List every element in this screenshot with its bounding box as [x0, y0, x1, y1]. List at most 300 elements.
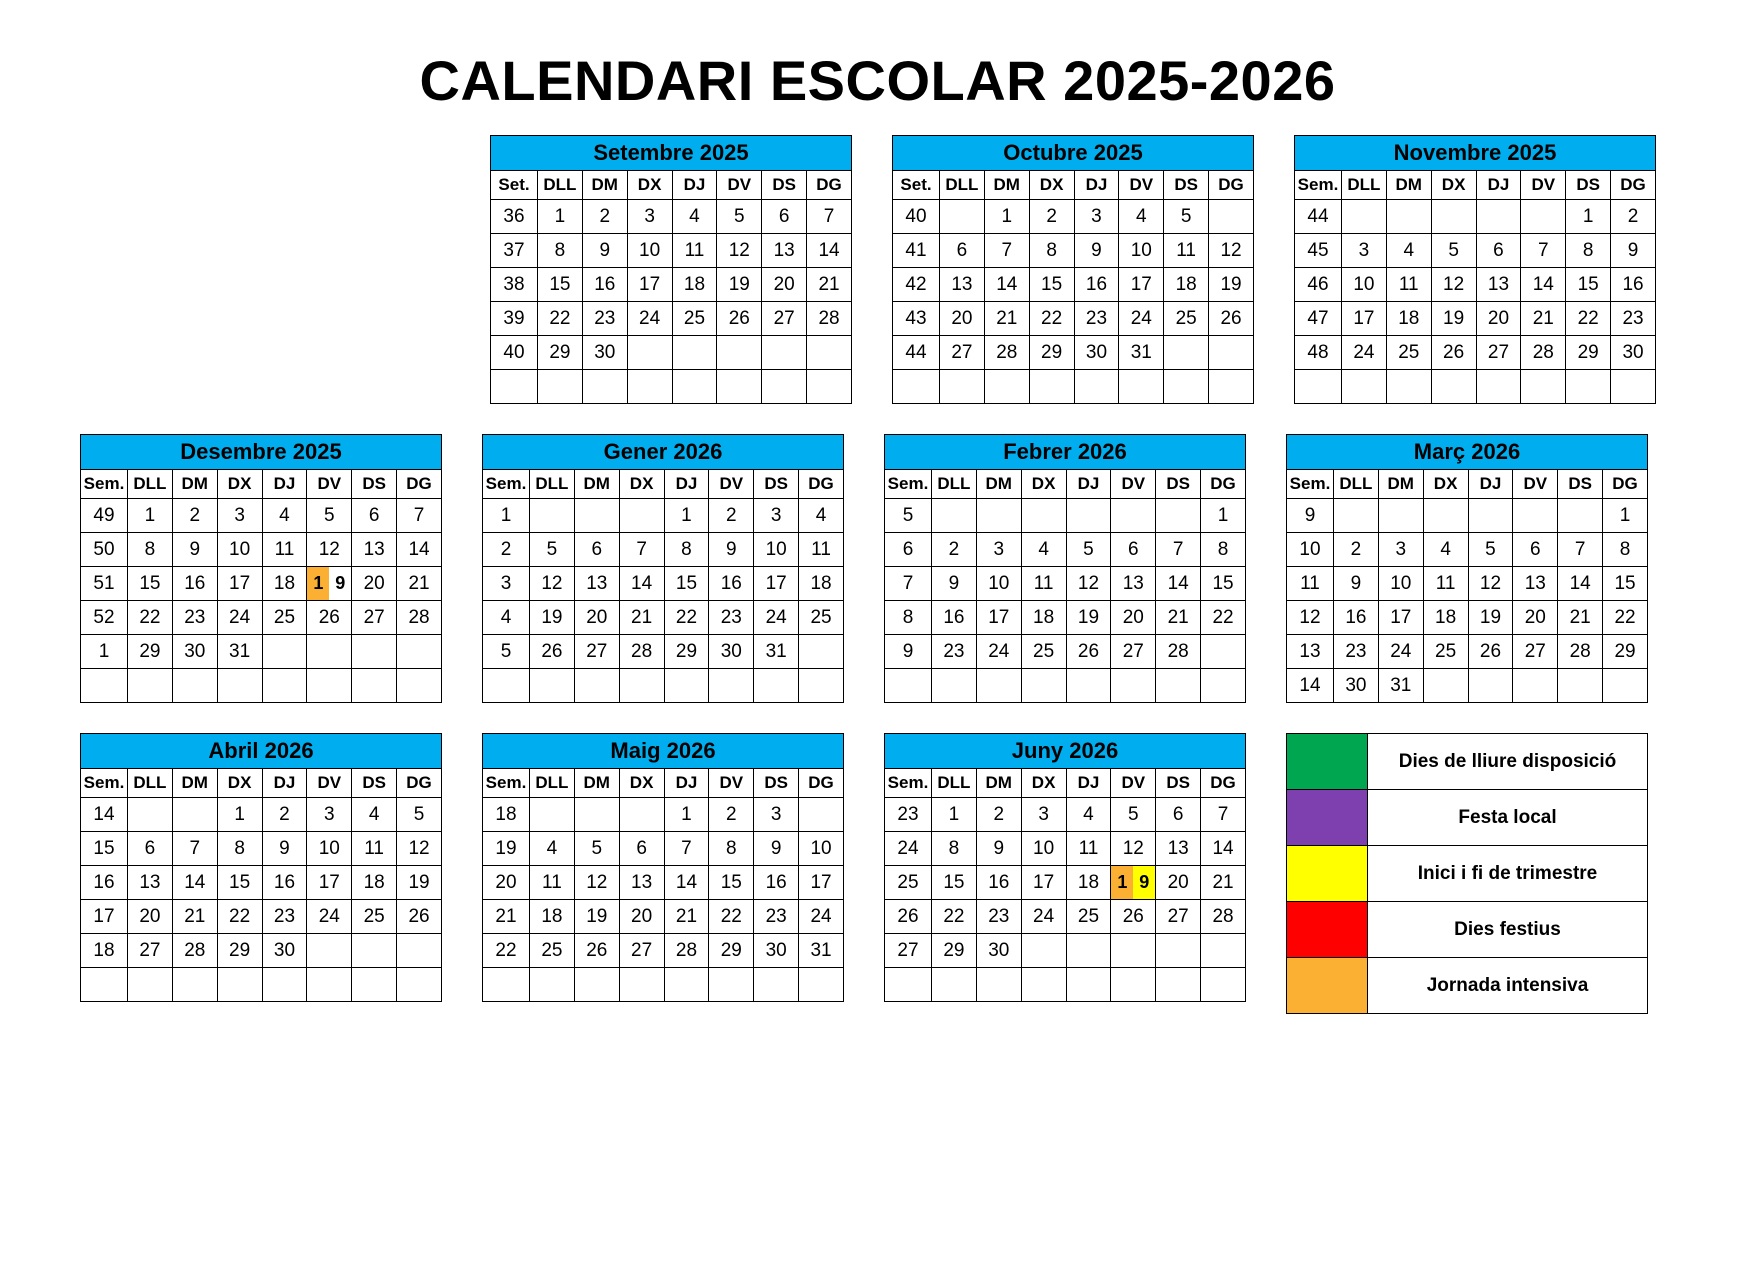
day-cell [932, 499, 977, 533]
week-number: 13 [1287, 635, 1334, 669]
day-cell: 13 [352, 533, 397, 567]
week-row [893, 200, 1254, 234]
week-number: 19 [483, 832, 530, 866]
day-header-dll: DLL [128, 769, 173, 798]
day-cell: 6 [1111, 533, 1156, 567]
week-row [1295, 302, 1656, 336]
day-cell: 16 [172, 567, 217, 601]
week-number: 20 [483, 866, 530, 900]
day-cell: 2 [582, 200, 627, 234]
day-cell [352, 635, 397, 669]
day-cell: 28 [1558, 635, 1603, 669]
day-header-dm: DM [574, 470, 619, 499]
day-header-dx: DX [217, 470, 262, 499]
day-cell: 19 [1066, 601, 1111, 635]
day-cell: 17 [1342, 302, 1387, 336]
week-number: 7 [885, 567, 932, 601]
day-cell: 23 [976, 900, 1021, 934]
day-cell [530, 669, 575, 703]
day-cell [538, 370, 583, 404]
day-cell: 14 [664, 866, 709, 900]
day-cell: 28 [664, 934, 709, 968]
day-cell: 21 [664, 900, 709, 934]
week-number: 36 [491, 200, 538, 234]
week-number: 4 [483, 601, 530, 635]
day-cell: 6 [574, 533, 619, 567]
day-cell [799, 635, 844, 669]
day-cell [217, 669, 262, 703]
week-number: 52 [81, 601, 128, 635]
day-cell: 21 [807, 268, 852, 302]
day-cell: 29 [664, 635, 709, 669]
day-cell [717, 370, 762, 404]
day-cell [1201, 934, 1246, 968]
week-number: 39 [491, 302, 538, 336]
day-cell [1201, 669, 1246, 703]
day-cell: 6 [352, 499, 397, 533]
day-cell: 17 [627, 268, 672, 302]
day-cell: 15 [1201, 567, 1246, 601]
week-row [885, 900, 1246, 934]
day-cell: 31 [1119, 336, 1164, 370]
day-cell: 17 [1021, 866, 1066, 900]
day-cell [1066, 499, 1111, 533]
day-cell [627, 370, 672, 404]
legend-row [1287, 902, 1648, 958]
day-cell: 1 [932, 798, 977, 832]
day-cell: 20 [762, 268, 807, 302]
day-cell: 31 [217, 635, 262, 669]
day-cell: 3 [1021, 798, 1066, 832]
day-cell-half-right: 9 [1133, 866, 1155, 899]
legend [1286, 733, 1648, 1014]
month-block [482, 434, 844, 703]
week-column-header: Sem. [1295, 171, 1342, 200]
week-row [885, 669, 1246, 703]
day-cell: 21 [1558, 601, 1603, 635]
month-table [884, 768, 1246, 1002]
day-cell: 21 [397, 567, 442, 601]
legend-row [1287, 734, 1648, 790]
week-number: 44 [893, 336, 940, 370]
day-cell [128, 669, 173, 703]
day-cell: 27 [574, 635, 619, 669]
day-cell: 24 [1342, 336, 1387, 370]
week-row [1295, 268, 1656, 302]
week-row [491, 370, 852, 404]
week-row [885, 934, 1246, 968]
day-cell: 16 [1334, 601, 1379, 635]
day-cell: 6 [1513, 533, 1558, 567]
day-cell: 11 [1386, 268, 1431, 302]
day-cell [1468, 499, 1513, 533]
week-row [81, 669, 442, 703]
day-cell [976, 968, 1021, 1002]
day-cell: 8 [217, 832, 262, 866]
week-row [81, 934, 442, 968]
week-number: 41 [893, 234, 940, 268]
day-cell: 3 [307, 798, 352, 832]
day-cell: 31 [754, 635, 799, 669]
day-cell: 8 [1603, 533, 1648, 567]
week-number: 1 [483, 499, 530, 533]
week-row [1295, 336, 1656, 370]
day-cell: 28 [1521, 336, 1566, 370]
day-cell: 3 [1074, 200, 1119, 234]
day-cell: 6 [128, 832, 173, 866]
legend-label: Jornada intensiva [1368, 958, 1648, 1014]
day-cell [1029, 370, 1074, 404]
day-cell: 11 [262, 533, 307, 567]
day-cell [1611, 370, 1656, 404]
day-header-dv: DV [307, 470, 352, 499]
day-header-dj: DJ [672, 171, 717, 200]
day-cell: 12 [717, 234, 762, 268]
day-header-dj: DJ [1476, 171, 1521, 200]
day-cell [1066, 968, 1111, 1002]
day-cell [664, 669, 709, 703]
day-cell: 24 [1378, 635, 1423, 669]
month-block [892, 135, 1254, 404]
day-cell [262, 635, 307, 669]
day-cell [976, 669, 1021, 703]
day-cell: 5 [717, 200, 762, 234]
week-number: 46 [1295, 268, 1342, 302]
day-cell: 28 [397, 601, 442, 635]
day-header-dj: DJ [1468, 470, 1513, 499]
day-cell: 22 [1603, 601, 1648, 635]
day-cell: 23 [582, 302, 627, 336]
day-cell [932, 669, 977, 703]
day-cell: 25 [1386, 336, 1431, 370]
day-cell: 7 [1156, 533, 1201, 567]
day-cell [709, 968, 754, 1002]
day-cell [940, 200, 985, 234]
day-cell: 7 [172, 832, 217, 866]
day-header-dj: DJ [664, 769, 709, 798]
day-cell: 18 [530, 900, 575, 934]
day-cell [1378, 499, 1423, 533]
day-cell [128, 798, 173, 832]
day-cell: 18 [1021, 601, 1066, 635]
day-header-dv: DV [709, 470, 754, 499]
day-cell: 25 [1423, 635, 1468, 669]
day-cell [262, 968, 307, 1002]
month-table [80, 768, 442, 1002]
day-cell: 29 [1603, 635, 1648, 669]
day-header-dg: DG [1209, 171, 1254, 200]
day-cell: 21 [1201, 866, 1246, 900]
day-header-dm: DM [574, 769, 619, 798]
day-header-dj: DJ [1066, 470, 1111, 499]
week-column-header: Set. [491, 171, 538, 200]
day-cell: 29 [1566, 336, 1611, 370]
day-cell: 28 [1201, 900, 1246, 934]
day-cell: 29 [538, 336, 583, 370]
day-cell: 13 [1476, 268, 1521, 302]
day-header-ds: DS [1566, 171, 1611, 200]
week-row [885, 499, 1246, 533]
day-cell: 19 [1431, 302, 1476, 336]
day-cell [1423, 499, 1468, 533]
month-block [80, 733, 442, 1002]
day-cell: 1 [128, 499, 173, 533]
day-cell: 22 [932, 900, 977, 934]
month-block [884, 733, 1246, 1002]
day-header-dv: DV [1111, 470, 1156, 499]
day-header-dj: DJ [1066, 769, 1111, 798]
legend-swatch [1287, 958, 1368, 1014]
day-cell [1111, 669, 1156, 703]
week-number [81, 968, 128, 1002]
day-header-dm: DM [1378, 470, 1423, 499]
week-row [483, 934, 844, 968]
legend-swatch [1287, 846, 1368, 902]
day-cell: 16 [754, 866, 799, 900]
month-block [490, 135, 852, 404]
week-column-header: Sem. [483, 769, 530, 798]
day-cell: 13 [940, 268, 985, 302]
week-row [1295, 234, 1656, 268]
day-cell: 21 [1156, 601, 1201, 635]
day-cell: 26 [397, 900, 442, 934]
day-cell [172, 798, 217, 832]
day-header-dx: DX [1431, 171, 1476, 200]
day-cell: 29 [1029, 336, 1074, 370]
day-cell: 20 [940, 302, 985, 336]
day-cell [582, 370, 627, 404]
day-cell: 17 [1119, 268, 1164, 302]
day-cell [1066, 934, 1111, 968]
day-cell [1021, 934, 1066, 968]
day-cell: 24 [1021, 900, 1066, 934]
day-header-dg: DG [807, 171, 852, 200]
day-cell: 6 [762, 200, 807, 234]
week-column-header: Sem. [1287, 470, 1334, 499]
week-row [483, 601, 844, 635]
week-number: 3 [483, 567, 530, 601]
week-number: 1 [81, 635, 128, 669]
day-header-ds: DS [1156, 769, 1201, 798]
day-cell: 2 [172, 499, 217, 533]
day-cell: 23 [932, 635, 977, 669]
day-cell [664, 968, 709, 1002]
day-cell: 3 [976, 533, 1021, 567]
week-column-header: Sem. [483, 470, 530, 499]
day-header-dg: DG [397, 769, 442, 798]
day-cell: 13 [1111, 567, 1156, 601]
day-header-dv: DV [1119, 171, 1164, 200]
day-cell [1066, 669, 1111, 703]
week-row [1287, 601, 1648, 635]
day-cell: 28 [807, 302, 852, 336]
day-cell [1513, 669, 1558, 703]
day-cell: 9 [582, 234, 627, 268]
day-cell: 10 [307, 832, 352, 866]
day-cell [754, 669, 799, 703]
day-cell: 11 [672, 234, 717, 268]
day-header-dx: DX [619, 769, 664, 798]
day-cell: 20 [574, 601, 619, 635]
day-cell: 30 [582, 336, 627, 370]
day-cell: 11 [1423, 567, 1468, 601]
day-header-dll: DLL [940, 171, 985, 200]
day-cell: 23 [1074, 302, 1119, 336]
day-cell [1431, 370, 1476, 404]
day-cell: 8 [1029, 234, 1074, 268]
week-number: 22 [483, 934, 530, 968]
day-header-dg: DG [397, 470, 442, 499]
week-number: 5 [885, 499, 932, 533]
day-cell: 26 [717, 302, 762, 336]
day-cell: 19 [530, 601, 575, 635]
week-row [885, 866, 1246, 900]
week-row [1287, 567, 1648, 601]
week-row [81, 499, 442, 533]
day-cell: 12 [1209, 234, 1254, 268]
day-cell: 29 [128, 635, 173, 669]
day-cell [352, 669, 397, 703]
week-row [81, 533, 442, 567]
day-cell: 6 [619, 832, 664, 866]
week-number: 25 [885, 866, 932, 900]
day-cell: 27 [619, 934, 664, 968]
day-cell: 30 [1074, 336, 1119, 370]
day-cell: 2 [976, 798, 1021, 832]
day-cell: 22 [217, 900, 262, 934]
day-cell [1386, 200, 1431, 234]
week-number: 9 [885, 635, 932, 669]
week-row [81, 798, 442, 832]
day-cell: 9 [1074, 234, 1119, 268]
week-row [483, 499, 844, 533]
day-cell: 17 [1378, 601, 1423, 635]
week-number: 21 [483, 900, 530, 934]
day-cell: 13 [1513, 567, 1558, 601]
day-cell: 5 [1111, 798, 1156, 832]
day-cell [307, 934, 352, 968]
week-number [885, 669, 932, 703]
week-number: 43 [893, 302, 940, 336]
week-number: 8 [885, 601, 932, 635]
week-row [893, 268, 1254, 302]
day-cell: 14 [1521, 268, 1566, 302]
day-cell [619, 669, 664, 703]
day-cell [932, 968, 977, 1002]
day-header-dll: DLL [932, 769, 977, 798]
day-cell: 1 [1201, 499, 1246, 533]
day-header-ds: DS [352, 470, 397, 499]
week-row [893, 336, 1254, 370]
day-cell: 31 [799, 934, 844, 968]
day-cell: 7 [807, 200, 852, 234]
day-cell: 28 [1156, 635, 1201, 669]
week-row [1295, 200, 1656, 234]
day-cell: 16 [976, 866, 1021, 900]
day-cell: 15 [217, 866, 262, 900]
month-table [490, 170, 852, 404]
day-header-ds: DS [754, 769, 799, 798]
day-cell: 1 [217, 798, 262, 832]
day-header-dx: DX [1423, 470, 1468, 499]
day-cell: 12 [530, 567, 575, 601]
day-cell: 14 [172, 866, 217, 900]
day-header-dj: DJ [262, 470, 307, 499]
day-cell [1111, 499, 1156, 533]
day-cell: 9 [976, 832, 1021, 866]
day-cell: 8 [709, 832, 754, 866]
month-row-2 [70, 434, 1685, 703]
week-number: 50 [81, 533, 128, 567]
day-cell [530, 968, 575, 1002]
week-number: 42 [893, 268, 940, 302]
day-cell: 30 [262, 934, 307, 968]
day-cell: 19 [717, 268, 762, 302]
week-number: 11 [1287, 567, 1334, 601]
day-cell [807, 336, 852, 370]
day-header-dv: DV [717, 171, 762, 200]
day-cell [307, 635, 352, 669]
day-cell [1476, 200, 1521, 234]
day-cell: 14 [397, 533, 442, 567]
day-cell: 15 [664, 567, 709, 601]
day-cell: 22 [664, 601, 709, 635]
day-cell: 12 [1431, 268, 1476, 302]
day-cell: 14 [1201, 832, 1246, 866]
day-cell: 27 [1156, 900, 1201, 934]
day-cell: 16 [932, 601, 977, 635]
day-cell: 13 [1156, 832, 1201, 866]
day-cell [799, 798, 844, 832]
week-number: 24 [885, 832, 932, 866]
day-cell: 27 [1476, 336, 1521, 370]
day-cell: 27 [940, 336, 985, 370]
day-cell: 3 [754, 499, 799, 533]
day-cell: 11 [1021, 567, 1066, 601]
day-cell [1119, 370, 1164, 404]
week-row [483, 798, 844, 832]
day-cell: 2 [709, 798, 754, 832]
day-cell [799, 968, 844, 1002]
day-cell: 29 [709, 934, 754, 968]
day-cell: 16 [1074, 268, 1119, 302]
day-cell: 18 [1066, 866, 1111, 900]
day-cell: 27 [1111, 635, 1156, 669]
day-cell: 26 [1066, 635, 1111, 669]
day-cell: 21 [984, 302, 1029, 336]
day-cell: 10 [1378, 567, 1423, 601]
month-row-1 [70, 135, 1685, 404]
day-cell: 11 [799, 533, 844, 567]
day-cell: 8 [1566, 234, 1611, 268]
day-header-dx: DX [627, 171, 672, 200]
week-number: 12 [1287, 601, 1334, 635]
day-cell: 26 [1111, 900, 1156, 934]
week-number: 26 [885, 900, 932, 934]
day-header-ds: DS [1156, 470, 1201, 499]
week-number: 44 [1295, 200, 1342, 234]
week-row [491, 268, 852, 302]
day-header-dll: DLL [932, 470, 977, 499]
day-cell: 7 [664, 832, 709, 866]
day-cell: 4 [1423, 533, 1468, 567]
week-row [81, 832, 442, 866]
week-column-header: Sem. [885, 470, 932, 499]
day-cell [1342, 370, 1387, 404]
day-cell: 27 [352, 601, 397, 635]
month-block [80, 434, 442, 703]
week-row [81, 601, 442, 635]
